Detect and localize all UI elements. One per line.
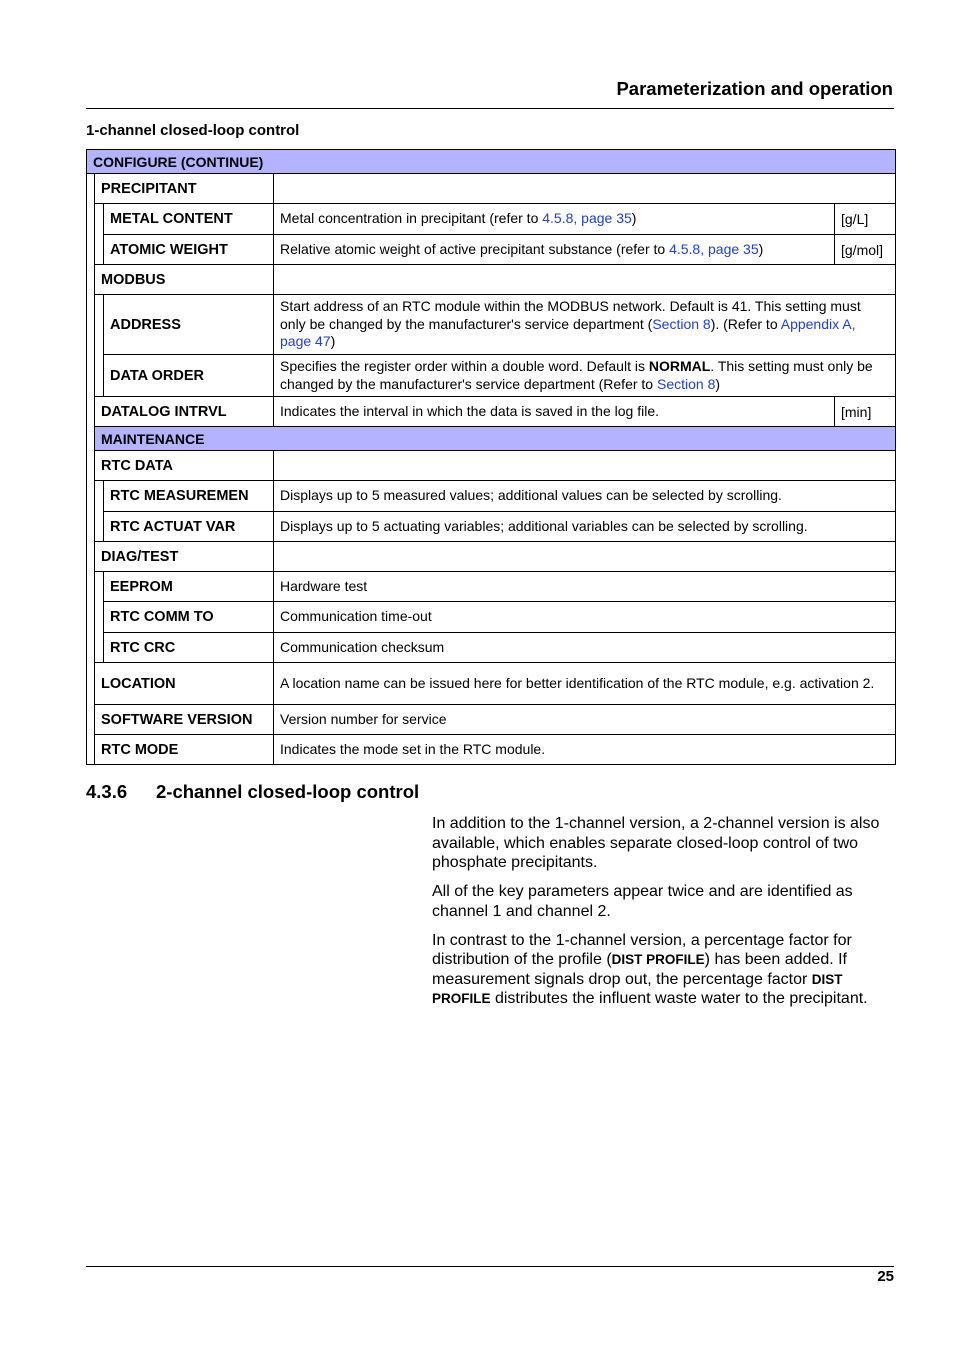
param-name: RTC ACTUAT VAR <box>104 512 274 542</box>
table-row <box>87 295 896 355</box>
section-heading <box>86 781 419 803</box>
cross-reference-link[interactable]: Section 8 <box>652 315 711 332</box>
param-description: Start address of an RTC module within the MODBUS network. Default is 41. This setting must only be changed by the manufacturer's service department (Section 8). (Refer to Appendix A, page 47) <box>274 295 896 355</box>
table-row <box>87 235 896 265</box>
table-row <box>87 735 896 765</box>
param-unit: [g/L] <box>835 204 896 235</box>
param-name: DATALOG INTRVL <box>95 397 274 427</box>
table-row <box>87 174 896 204</box>
param-description: Hardware test <box>274 572 896 602</box>
section-body <box>432 814 894 1018</box>
parameter-table <box>86 149 896 765</box>
table-row <box>87 265 896 295</box>
param-name: LOCATION <box>95 663 274 705</box>
running-header: Parameterization and operation <box>616 78 893 99</box>
param-description: A location name can be issued here for better identification of the RTC module, e.g. activation 2. <box>274 663 896 705</box>
param-description: Displays up to 5 measured values; additional values can be selected by scrolling. <box>274 481 896 512</box>
param-name: RTC MODE <box>95 735 274 765</box>
param-description: Indicates the mode set in the RTC module. <box>274 735 896 765</box>
param-name: RTC DATA <box>95 451 274 481</box>
param-name: ATOMIC WEIGHT <box>104 235 274 265</box>
menu-term: DIST PROFILE <box>611 952 705 967</box>
param-name: DIAG/TEST <box>95 542 274 572</box>
menu-term: DIST PROFILE <box>432 971 843 1006</box>
param-name: MODBUS <box>95 265 274 295</box>
table-row <box>87 481 896 512</box>
param-name: EEPROM <box>104 572 274 602</box>
cross-reference-link[interactable]: 4.5.8, page 35 <box>542 210 632 227</box>
param-description: Version number for service <box>274 705 896 735</box>
param-description: Displays up to 5 actuating variables; additional variables can be selected by scrolling. <box>274 512 896 542</box>
table-row <box>87 204 896 235</box>
table-row <box>87 397 896 427</box>
cross-reference-link[interactable]: Appendix A, page 47 <box>280 315 856 350</box>
section-row-maintenance <box>87 427 896 451</box>
param-name: PRECIPITANT <box>95 174 274 204</box>
section-label: MAINTENANCE <box>95 427 896 451</box>
footer-rule <box>86 1266 894 1267</box>
section-row-configure <box>87 150 896 174</box>
page-number: 25 <box>877 1268 894 1285</box>
section-title: 2-channel closed-loop control <box>156 781 420 802</box>
param-description: Communication checksum <box>274 633 896 663</box>
param-description: Specifies the register order within a double word. Default is NORMAL. This setting must only be changed by the manufacturer's service department (Refer to Section 8) <box>274 355 896 397</box>
paragraph: In contrast to the 1-channel version, a percentage factor for distribution of the profile (DIST PROFILE) has been added. If measurement signals drop out, the percentage factor DIST PROFILE distributes the influent waste water to the precipitant. <box>432 931 868 1007</box>
param-description: Indicates the interval in which the data is saved in the log file. <box>274 397 835 427</box>
table-row <box>87 633 896 663</box>
cross-reference-link[interactable]: 4.5.8, page 35 <box>669 240 759 257</box>
table-title: 1-channel closed-loop control <box>86 122 300 139</box>
table-row <box>87 663 896 705</box>
param-name: DATA ORDER <box>104 355 274 397</box>
table-row <box>87 705 896 735</box>
param-description: Communication time-out <box>274 602 896 633</box>
param-name: RTC MEASUREMEN <box>104 481 274 512</box>
param-unit: [min] <box>835 397 896 427</box>
section-number: 4.3.6 <box>86 781 128 802</box>
cross-reference-link[interactable]: Section 8 <box>656 375 716 392</box>
table-row <box>87 542 896 572</box>
section-label: CONFIGURE (CONTINUE) <box>87 150 896 174</box>
param-name: ADDRESS <box>104 295 274 355</box>
table-row <box>87 602 896 633</box>
table-row <box>87 572 896 602</box>
table-row <box>87 512 896 542</box>
table-row <box>87 355 896 397</box>
param-name: RTC CRC <box>104 633 274 663</box>
param-description: Metal concentration in precipitant (refer to 4.5.8, page 35) <box>274 204 835 235</box>
paragraph: All of the key parameters appear twice and are identified as channel 1 and channel 2. <box>432 883 853 920</box>
table-row <box>87 451 896 481</box>
param-name: RTC COMM TO <box>104 602 274 633</box>
header-rule <box>86 108 894 109</box>
paragraph: In addition to the 1-channel version, a 2-channel version is also available, which enables separate closed-loop control of two phosphate precipitants. <box>432 815 880 871</box>
param-unit: [g/mol] <box>835 235 896 265</box>
param-description: Relative atomic weight of active precipitant substance (refer to 4.5.8, page 35) <box>274 235 835 265</box>
param-name: SOFTWARE VERSION <box>95 705 274 735</box>
param-name: METAL CONTENT <box>104 204 274 235</box>
